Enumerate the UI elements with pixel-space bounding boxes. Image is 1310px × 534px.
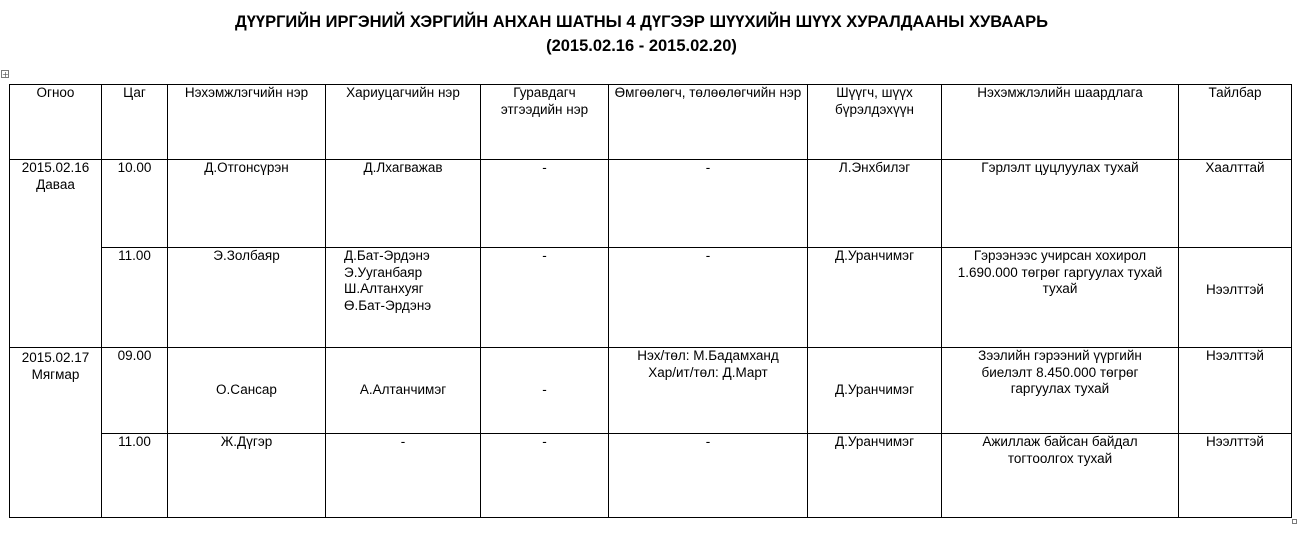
table-resize-handle[interactable]: [1292, 519, 1297, 524]
header-plaintiff: Нэхэмжлэгчийн нэр: [168, 85, 326, 160]
claim-cell: [942, 248, 1179, 348]
header-judge-line2: бүрэлдэхүүн: [835, 101, 914, 117]
claim-line: тухай: [1042, 281, 1078, 296]
counsel-cell: [609, 160, 808, 248]
claim-line: гаргуулах тухай: [1010, 381, 1110, 396]
header-third-party-line2: этгээдийн нэр: [500, 101, 589, 117]
third-party-cell: -: [481, 160, 609, 248]
header-third-party-line1: Гуравдагч: [513, 85, 576, 100]
header-defendant: Хариуцагчийн нэр: [326, 85, 481, 160]
note-cell: Нээлттэй: [1179, 348, 1292, 434]
date-value: 2015.02.16: [21, 160, 90, 175]
counsel-line: -: [705, 434, 711, 449]
table-move-handle-icon[interactable]: +: [2, 70, 9, 79]
table-row: [10, 160, 1292, 248]
time-cell: 10.00: [102, 160, 168, 248]
table-row: [10, 248, 1292, 348]
defendant-cell: [326, 434, 481, 518]
time-cell: 11.00: [102, 248, 168, 348]
header-note: Тайлбар: [1179, 85, 1292, 160]
note-cell: Нээлттэй: [1179, 248, 1292, 348]
document-subtitle: (2015.02.16 - 2015.02.20): [546, 37, 737, 55]
table-header-row: [10, 85, 1292, 160]
claim-line: Гэрээнээс учирсан хохирол: [973, 248, 1147, 263]
table-row: [10, 434, 1292, 518]
judge-cell: Д.Уранчимэг: [808, 348, 942, 434]
claim-line: Гэрлэлт цуцлуулах тухай: [981, 160, 1139, 175]
plaintiff-cell: О.Сансар: [168, 348, 326, 434]
date-cell: [10, 348, 102, 518]
defendant-cell: [326, 348, 481, 434]
claim-cell: [942, 434, 1179, 518]
note-cell: Нээлттэй: [1179, 434, 1292, 518]
day-value: Даваа: [36, 176, 75, 192]
header-judge-line1: Шүүгч, шүүх: [836, 85, 913, 100]
claim-line: Ажиллаж байсан байдал: [982, 434, 1138, 449]
plaintiff-cell: Э.Золбаяр: [168, 248, 326, 348]
third-party-cell: -: [481, 348, 609, 434]
claim-line: 1.690.000 төгрөг гаргуулах тухай: [957, 264, 1163, 280]
counsel-line: -: [705, 160, 711, 175]
defendant-name: Д.Бат-Эрдэнэ: [344, 248, 430, 263]
date-value: 2015.02.17: [21, 350, 90, 365]
defendant-name: Ш.Алтанхуяг: [344, 281, 424, 296]
counsel-cell: [609, 248, 808, 348]
claim-cell: [942, 160, 1179, 248]
claim-cell: [942, 348, 1179, 434]
header-claim: Нэхэмжлэлийн шаардлага: [942, 85, 1179, 160]
claim-line: биелэлт 8.450.000 төгрөг: [981, 364, 1139, 380]
counsel-cell: [609, 348, 808, 434]
header-counsel: Өмгөөлөгч, төлөөлөгчийн нэр: [609, 85, 808, 160]
counsel-line: Хар/ит/төл: Д.Март: [648, 364, 768, 380]
defendant-cell: [326, 160, 481, 248]
counsel-line: Нэх/төл: М.Бадамханд: [637, 348, 779, 363]
date-cell: [10, 160, 102, 348]
judge-cell: Л.Энхбилэг: [808, 160, 942, 248]
counsel-cell: [609, 434, 808, 518]
defendant-name: Ө.Бат-Эрдэнэ: [344, 297, 432, 313]
document-title: ДҮҮРГИЙН ИРГЭНИЙ ХЭРГИЙН АНХАН ШАТНЫ 4 ДҮГЭЭР ШҮҮХИЙН ШҮҮХ ХУРАЛДААНЫ ХУВААРЬ: [234, 13, 1049, 31]
claim-line: тогтоолгох тухай: [1007, 450, 1113, 466]
counsel-line: -: [705, 248, 711, 263]
time-cell: 11.00: [102, 434, 168, 518]
judge-cell: Д.Уранчимэг: [808, 248, 942, 348]
header-time: Цаг: [102, 85, 168, 160]
defendant-cell: [326, 248, 481, 348]
defendant-name: А.Алтанчимэг: [359, 382, 447, 397]
judge-cell: Д.Уранчимэг: [808, 434, 942, 518]
header-date: Огноо: [10, 85, 102, 160]
third-party-cell: -: [481, 248, 609, 348]
defendant-name: Д.Лхагважав: [363, 160, 443, 175]
plaintiff-cell: Д.Отгонсүрэн: [168, 160, 326, 248]
table-row: [10, 348, 1292, 434]
plaintiff-cell: Ж.Дүгэр: [168, 434, 326, 518]
claim-line: Зээлийн гэрээний үүргийн: [978, 348, 1142, 363]
header-judge: [808, 85, 942, 160]
header-third-party: [481, 85, 609, 160]
day-value: Мягмар: [31, 366, 80, 382]
third-party-cell: -: [481, 434, 609, 518]
schedule-table: [9, 84, 1292, 518]
defendant-name: -: [400, 434, 406, 449]
note-cell: Хаалттай: [1179, 160, 1292, 248]
time-cell: 09.00: [102, 348, 168, 434]
defendant-name: Э.Ууганбаяр: [344, 264, 423, 280]
